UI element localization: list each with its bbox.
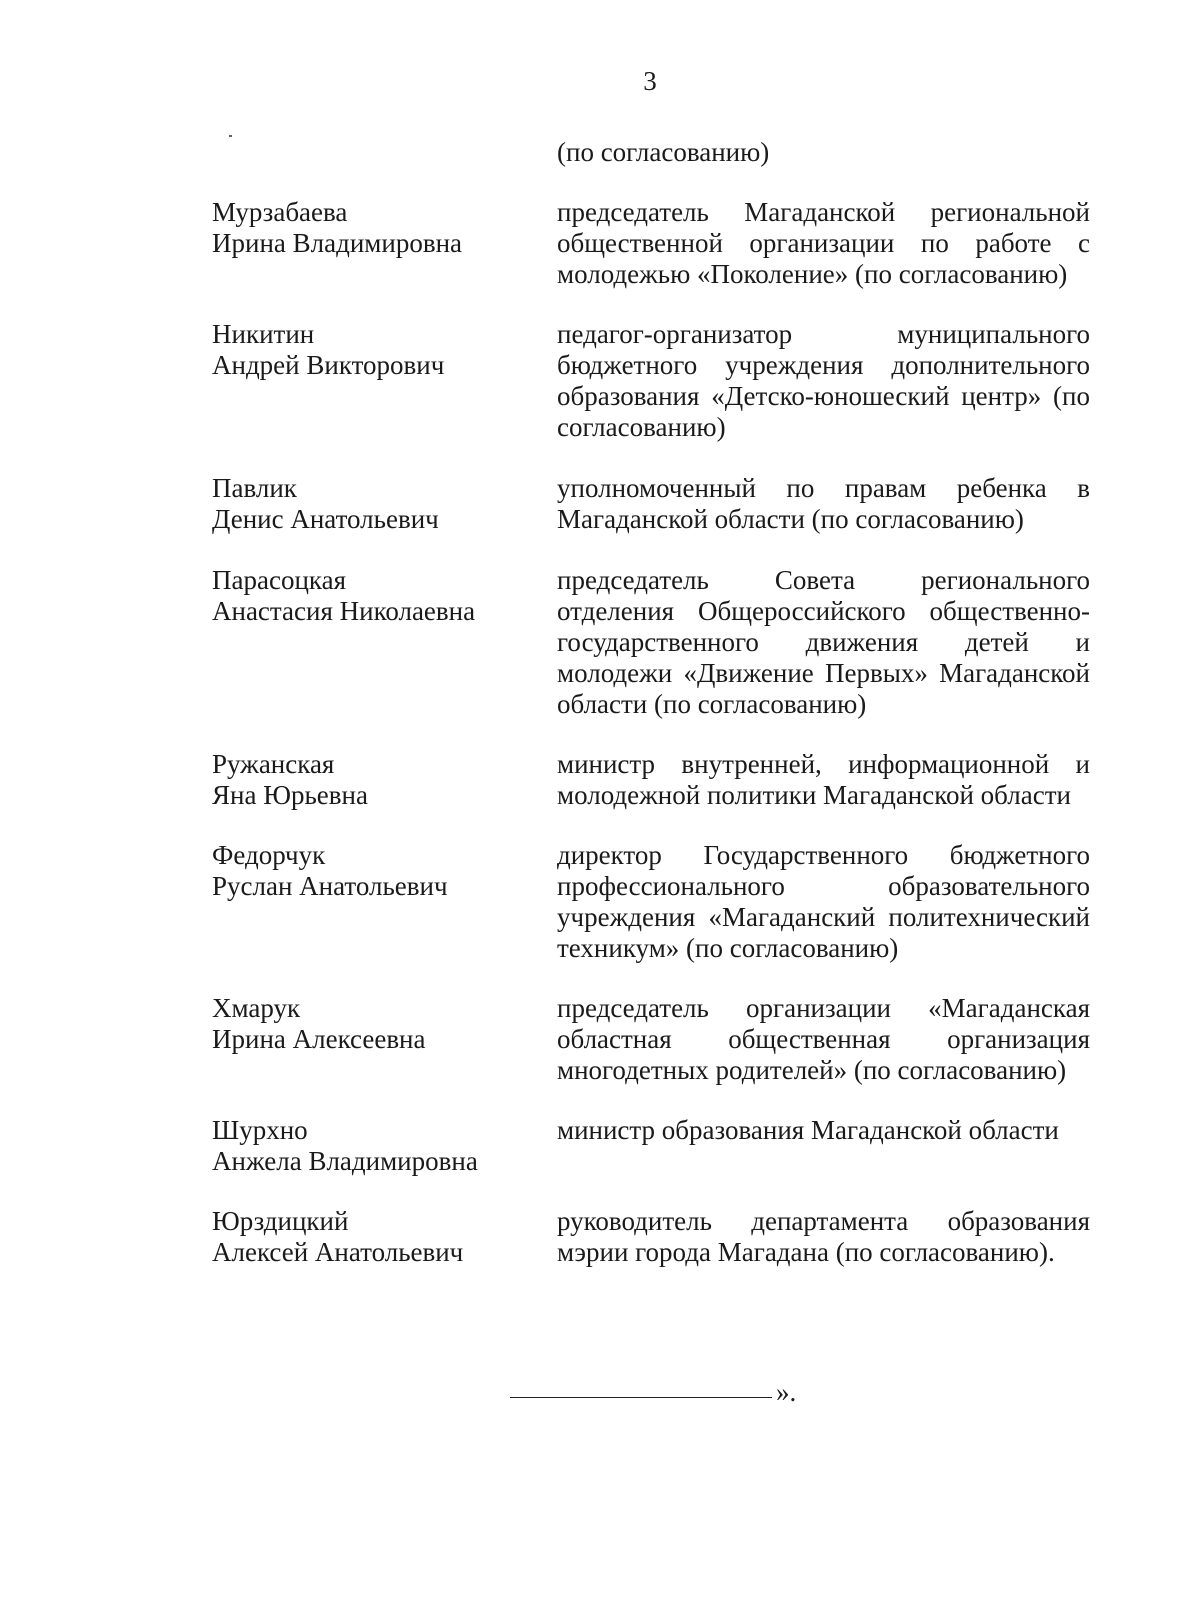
member-position: уполномоченный по правам ребенка в Магаданской области (по согласованию)	[557, 473, 1090, 534]
member-given-names: Алексей Анатольевич	[212, 1237, 464, 1267]
member-surname: Юрздицкий	[212, 1206, 349, 1236]
member-surname: Шурхно	[212, 1115, 308, 1145]
member-given-names: Анжела Владимировна	[212, 1146, 478, 1176]
member-given-names: Руслан Анатольевич	[212, 871, 448, 901]
member-surname: Никитин	[212, 319, 315, 349]
continuation-text: (по согласованию)	[557, 137, 770, 167]
member-position: председатель Магаданской региональной общественной организации по работе с молодежью «Поколение» (по согласованию)	[557, 197, 1090, 289]
member-name	[212, 993, 532, 1055]
member-surname: Парасоцкая	[212, 565, 347, 595]
member-name	[212, 749, 532, 811]
member-name	[212, 840, 532, 902]
member-position: председатель Совета регионального отделения Общероссийского общественно-государственного движения детей и молодежи «Движение Первых» Магаданской области (по согласованию)	[557, 565, 1090, 719]
member-surname: Павлик	[212, 473, 297, 503]
member-surname: Мурзабаева	[212, 197, 348, 227]
member-given-names: Андрей Викторович	[212, 350, 445, 380]
scan-speck	[229, 135, 232, 137]
member-name	[212, 319, 532, 381]
member-position: министр образования Магаданской области	[557, 1115, 1059, 1145]
member-surname: Ружанская	[212, 749, 335, 779]
member-position: директор Государственного бюджетного профессионального образовательного учреждения «Магаданский политехнический техникум» (по согласованию)	[557, 840, 1090, 963]
member-name	[212, 565, 532, 627]
member-position: руководитель департамента образования мэрии города Магадана (по согласованию).	[557, 1206, 1090, 1267]
member-given-names: Ирина Алексеевна	[212, 1024, 426, 1054]
member-given-names: Денис Анатольевич	[212, 504, 439, 534]
member-name	[212, 1206, 532, 1268]
member-position: министр внутренней, информационной и молодежной политики Магаданской области	[557, 749, 1090, 810]
member-given-names: Ирина Владимировна	[212, 228, 463, 258]
member-name	[212, 473, 532, 535]
closing-rule	[510, 1397, 772, 1398]
member-given-names: Анастасия Николаевна	[212, 596, 476, 626]
closing-quote-mark: ».	[776, 1377, 797, 1407]
member-name	[212, 197, 532, 259]
member-position: педагог-организатор муниципального бюджетного учреждения дополнительного образования «Детско-юношеский центр» (по согласованию)	[557, 319, 1090, 442]
member-position: председатель организации «Магаданская областная общественная организация многодетных родителей» (по согласованию)	[557, 993, 1090, 1085]
member-surname: Хмарук	[212, 993, 301, 1023]
member-surname: Федорчук	[212, 840, 326, 870]
member-given-names: Яна Юрьевна	[212, 780, 368, 810]
member-name	[212, 1115, 532, 1177]
page-number: 3	[643, 66, 657, 96]
